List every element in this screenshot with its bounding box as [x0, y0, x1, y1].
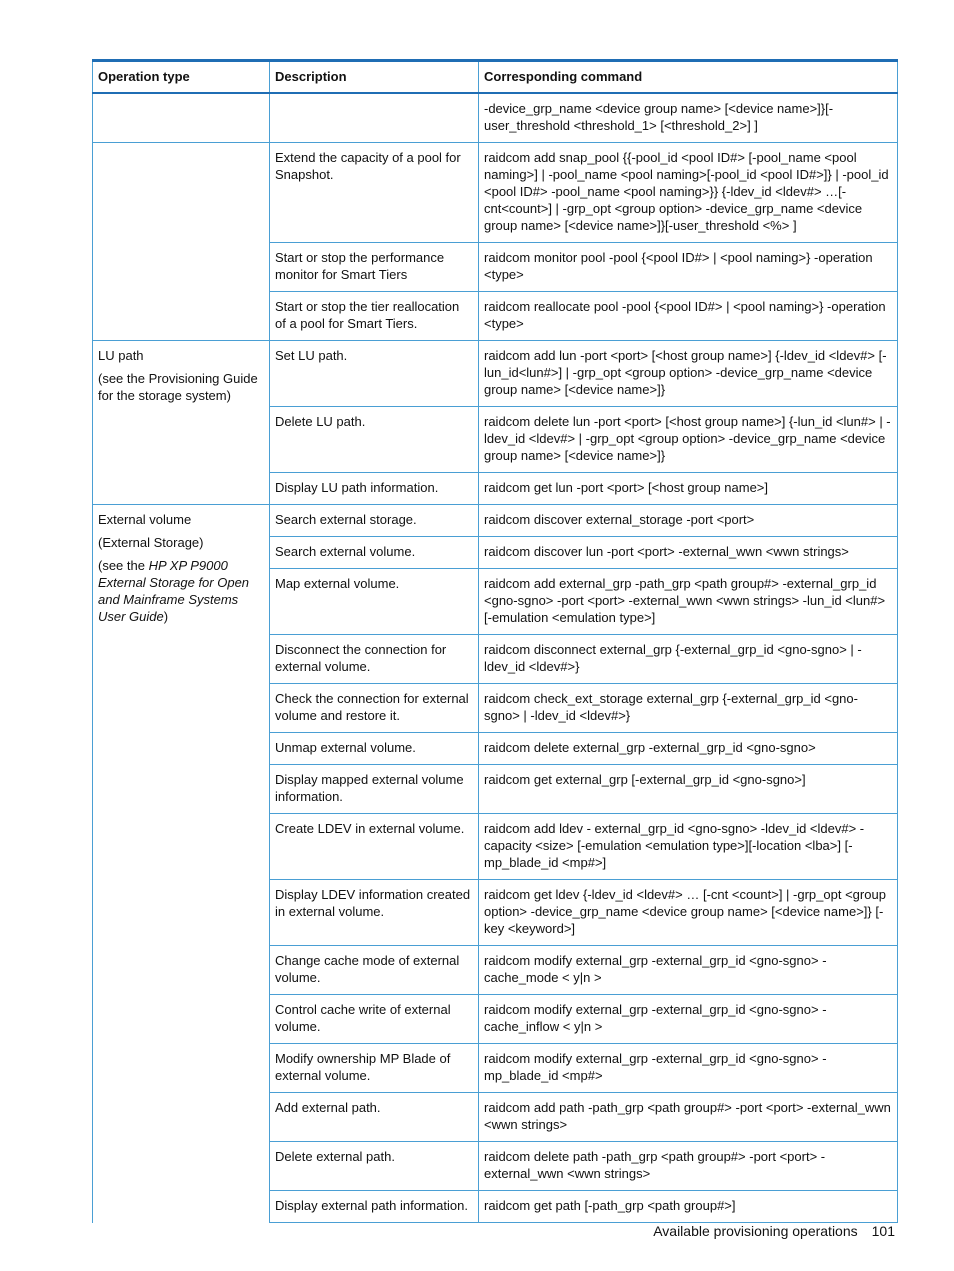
command-cell: raidcom delete external_grp -external_grp_id <gno-sgno> [479, 733, 898, 765]
command-cell: raidcom modify external_grp -external_grp_id <gno-sgno> -cache_inflow < y|n > [479, 995, 898, 1044]
command-cell: raidcom get path [-path_grp <path group#>] [479, 1191, 898, 1223]
description-cell [270, 93, 479, 143]
header-command: Corresponding command [479, 61, 898, 94]
description-cell: Modify ownership MP Blade of external volume. [270, 1044, 479, 1093]
description-cell: Display mapped external volume information. [270, 765, 479, 814]
table-row [93, 341, 898, 407]
description-cell: Start or stop the tier reallocation of a pool for Smart Tiers. [270, 292, 479, 341]
header-description: Description [270, 61, 479, 94]
description-cell: Delete LU path. [270, 407, 479, 473]
table-row [93, 505, 898, 537]
command-cell: raidcom reallocate pool -pool {<pool ID#> | <pool naming>} -operation <type> [479, 292, 898, 341]
description-cell: Display external path information. [270, 1191, 479, 1223]
operation-note: (see the Provisioning Guide for the storage system) [98, 371, 258, 403]
header-operation-type: Operation type [93, 61, 270, 94]
description-cell: Extend the capacity of a pool for Snapshot. [270, 143, 479, 243]
command-cell: raidcom add snap_pool {{-pool_id <pool ID#> [-pool_name <pool naming>] | -pool_name <pool naming>[-pool_id <pool ID#>]} | -pool_id <pool ID#> -pool_name <pool naming>}} {-ldev_id <ldev#> …[-cnt<count>] | -grp_opt <group option> -device_grp_name <device group name> [<device name>]}[-user_threshold <%> ] [479, 143, 898, 243]
description-cell: Display LU path information. [270, 473, 479, 505]
description-cell: Unmap external volume. [270, 733, 479, 765]
page-number: 101 [871, 1223, 895, 1239]
command-cell: raidcom discover lun -port <port> -external_wwn <wwn strings> [479, 537, 898, 569]
description-cell: Map external volume. [270, 569, 479, 635]
command-cell: raidcom discover external_storage -port <port> [479, 505, 898, 537]
description-cell: Change cache mode of external volume. [270, 946, 479, 995]
command-cell: raidcom monitor pool -pool {<pool ID#> | <pool naming>} -operation <type> [479, 243, 898, 292]
description-cell: Display LDEV information created in external volume. [270, 880, 479, 946]
table-row [93, 143, 898, 243]
description-cell: Start or stop the performance monitor for Smart Tiers [270, 243, 479, 292]
description-cell: Search external volume. [270, 537, 479, 569]
operations-table [92, 59, 898, 1223]
command-cell: raidcom delete lun -port <port> [<host group name>] {-lun_id <lun#> | -ldev_id <ldev#> | -grp_opt <group option> -device_grp_name <device group name> [<device name>]} [479, 407, 898, 473]
command-cell: raidcom add external_grp -path_grp <path group#> -external_grp_id <gno-sgno> -port <port> -external_wwn <wwn strings> -lun_id <lun#> [-emulation <emulation type>] [479, 569, 898, 635]
operation-cell [93, 143, 270, 341]
guide-title: HP XP P9000 External Storage for Open and Mainframe Systems User Guide [98, 558, 250, 624]
command-cell: raidcom modify external_grp -external_grp_id <gno-sgno> -mp_blade_id <mp#> [479, 1044, 898, 1093]
command-cell: raidcom check_ext_storage external_grp {-external_grp_id <gno-sgno> | -ldev_id <ldev#>} [479, 684, 898, 733]
operation-cell [93, 93, 270, 143]
description-cell: Set LU path. [270, 341, 479, 407]
description-cell: Check the connection for external volume and restore it. [270, 684, 479, 733]
command-cell: raidcom delete path -path_grp <path group#> -port <port> -external_wwn <wwn strings> [479, 1142, 898, 1191]
footer-section-title: Available provisioning operations [653, 1223, 858, 1239]
operation-title: External volume [98, 512, 192, 527]
table-row [93, 93, 898, 143]
command-cell: raidcom disconnect external_grp {-external_grp_id <gno-sgno> | -ldev_id <ldev#>} [479, 635, 898, 684]
operation-subtitle: (External Storage) [98, 535, 204, 550]
page-footer [653, 1223, 895, 1239]
command-cell: -device_grp_name <device group name> [<device name>]}[-user_threshold <threshold_1> [<threshold_2>] ] [479, 93, 898, 143]
command-cell: raidcom get external_grp [-external_grp_id <gno-sgno>] [479, 765, 898, 814]
table-header-row [93, 61, 898, 94]
command-cell: raidcom modify external_grp -external_grp_id <gno-sgno> -cache_mode < y|n > [479, 946, 898, 995]
description-cell: Search external storage. [270, 505, 479, 537]
operation-note: (see the HP XP P9000 External Storage for Open and Mainframe Systems User Guide) [98, 558, 250, 624]
description-cell: Create LDEV in external volume. [270, 814, 479, 880]
description-cell: Disconnect the connection for external volume. [270, 635, 479, 684]
command-cell: raidcom get lun -port <port> [<host group name>] [479, 473, 898, 505]
command-cell: raidcom get ldev {-ldev_id <ldev#> … [-cnt <count>] | -grp_opt <group option> -device_grp_name <device group name> [<device name>]} [-key <keyword>] [479, 880, 898, 946]
command-cell: raidcom add ldev - external_grp_id <gno-sgno> -ldev_id <ldev#> -capacity <size> [-emulation <emulation type>][-location <lba>] [-mp_blade_id <mp#>] [479, 814, 898, 880]
description-cell: Delete external path. [270, 1142, 479, 1191]
description-cell: Add external path. [270, 1093, 479, 1142]
command-cell: raidcom add path -path_grp <path group#> -port <port> -external_wwn <wwn strings> [479, 1093, 898, 1142]
operation-title: LU path [98, 348, 144, 363]
operation-cell-external-volume [93, 505, 270, 1223]
command-cell: raidcom add lun -port <port> [<host group name>] {-ldev_id <ldev#> [-lun_id<lun#>] | -grp_opt <group option> -device_grp_name <device group name> [<device name>]} [479, 341, 898, 407]
description-cell: Control cache write of external volume. [270, 995, 479, 1044]
operation-cell-lu-path [93, 341, 270, 505]
